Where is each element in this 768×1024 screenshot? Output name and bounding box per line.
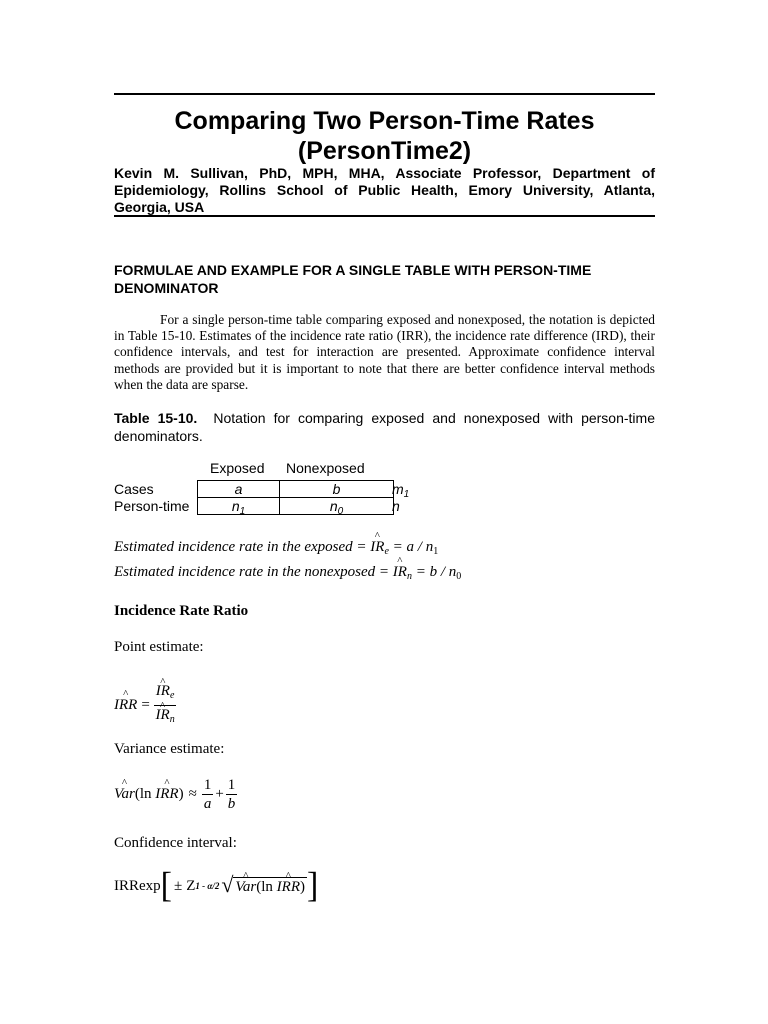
ci-sqrt-body	[233, 877, 307, 896]
margin-m1-main: m	[392, 481, 404, 497]
rate-nonexposed-symbol	[393, 564, 407, 581]
var-frac-a-num: 1	[203, 777, 212, 793]
point-estimate-label: Point estimate:	[114, 639, 204, 655]
var-frac-a	[202, 776, 214, 813]
table-caption	[114, 409, 655, 445]
page-title	[114, 106, 655, 166]
var-sym-text: Var	[114, 786, 135, 802]
irr-fraction	[154, 682, 177, 729]
irr-den-hat	[156, 706, 170, 724]
var-frac-b-num: 1	[227, 777, 236, 793]
cell-n1-sub: 1	[239, 506, 246, 517]
rate-nonexposed-expr: = b / n	[415, 564, 457, 580]
row-label-person-time: Person-time	[114, 498, 190, 514]
margin-n: n	[392, 498, 400, 514]
var-irr	[155, 786, 178, 803]
irr-num-sub: e	[169, 690, 175, 701]
rate-nonexposed-label: Estimated incidence rate in the nonexposed =	[114, 564, 390, 580]
var-irr-text: IRR	[155, 786, 179, 802]
section-heading: FORMULAE AND EXAMPLE FOR A SINGLE TABLE WITH PERSON-TIME DENOMINATOR	[114, 262, 592, 296]
col-header-nonexposed: Nonexposed	[286, 460, 365, 476]
rate-nonexposed-sym: IR	[392, 564, 407, 580]
ci-var-close: )	[299, 878, 305, 895]
cell-b: b	[332, 481, 341, 497]
cell-n0	[280, 498, 393, 520]
irr-den-sym: IR	[155, 707, 170, 723]
ci-var-symbol	[235, 879, 256, 896]
ci-close-bracket: ]	[306, 866, 319, 905]
irr-variance-formula	[114, 776, 237, 813]
ci-sqrt	[221, 871, 307, 897]
rate-nonexposed-line	[114, 564, 461, 582]
irr-heading: Incidence Rate Ratio	[114, 603, 249, 619]
ci-z-sub: 1 - α/2	[195, 881, 220, 891]
ci-plus-minus: ±	[174, 877, 183, 894]
intro-paragraph	[114, 312, 655, 393]
bottom-rule	[114, 215, 655, 217]
rate-exposed-sub: e	[384, 546, 389, 557]
ci-var-irr	[277, 879, 300, 896]
title-line-1: Comparing Two Person-Time Rates	[174, 107, 595, 135]
var-open: (ln	[134, 786, 152, 802]
cell-n1-main: n	[231, 498, 240, 514]
author-affiliation: Kevin M. Sullivan, PhD, MPH, MHA, Associate Professor, Department of Epidemiology, Rollins School of Public Health, Emory University, Atlanta, Georgia, USA	[114, 165, 655, 215]
row-label-cases: Cases	[114, 481, 154, 497]
rate-exposed-label: Estimated incidence rate in the exposed =	[114, 539, 367, 555]
ci-var-open: (ln	[256, 878, 273, 895]
confidence-interval-label: Confidence interval:	[114, 835, 237, 851]
ci-z: Z	[186, 877, 196, 894]
sqrt-radical-icon: √	[221, 871, 234, 897]
var-approx: ≈	[188, 786, 197, 802]
var-frac-b	[226, 776, 238, 813]
ci-var-irr-text: IRR	[276, 878, 300, 895]
var-symbol	[114, 786, 135, 803]
irr-equals: =	[141, 697, 150, 713]
var-plus: +	[215, 786, 224, 802]
ci-prefix: IRRexp	[114, 877, 161, 894]
irr-point-formula	[114, 682, 176, 729]
rate-exposed-expr: = a / n	[392, 539, 434, 555]
var-frac-a-den: a	[203, 796, 212, 812]
cell-n0-sub: 0	[337, 506, 344, 517]
irr-den-sub: n	[169, 714, 175, 725]
rate-nonexposed-expr-sub: 0	[456, 571, 462, 582]
col-header-exposed: Exposed	[210, 460, 265, 476]
ci-var-sym-text: Var	[235, 878, 257, 895]
ci-open-bracket: [	[160, 866, 172, 905]
var-frac-b-den: b	[227, 796, 236, 812]
rate-exposed-symbol	[370, 539, 384, 556]
title-line-2: (PersonTime2)	[297, 137, 472, 165]
margin-m1-sub: 1	[403, 489, 410, 500]
irr-ci-formula	[114, 866, 319, 905]
top-rule	[114, 93, 655, 95]
variance-estimate-label: Variance estimate:	[114, 741, 225, 757]
cell-a: a	[234, 481, 243, 497]
table-caption-label: Table 15-10.	[114, 410, 198, 426]
notation-table	[197, 480, 394, 515]
irr-denominator	[154, 706, 177, 729]
rate-exposed-sym: IR	[370, 539, 385, 555]
rate-exposed-line	[114, 539, 438, 557]
rate-exposed-expr-sub: 1	[433, 546, 439, 557]
cell-n0-main: n	[329, 498, 338, 514]
irr-lhs	[114, 697, 137, 714]
cell-n1	[198, 498, 279, 520]
table-caption-text: Notation for comparing exposed and nonexposed with person-time denominators.	[114, 410, 655, 444]
intro-paragraph-text: For a single person-time table comparing exposed and nonexposed, the notation is depicted in Table 15-10. Estimates of the incidence rate ratio (IRR), the incidence rate difference (IRD), their confidence intervals, and test for interaction are presented. Approximate confidence interval methods are provided but it is important to note that there are better confidence interval methods when the data are sparse.	[114, 312, 655, 392]
irr-lhs-text: IRR	[114, 697, 138, 713]
irr-num-sym: IR	[155, 683, 170, 699]
var-close: )	[178, 786, 184, 802]
rate-nonexposed-sub: n	[406, 571, 412, 582]
